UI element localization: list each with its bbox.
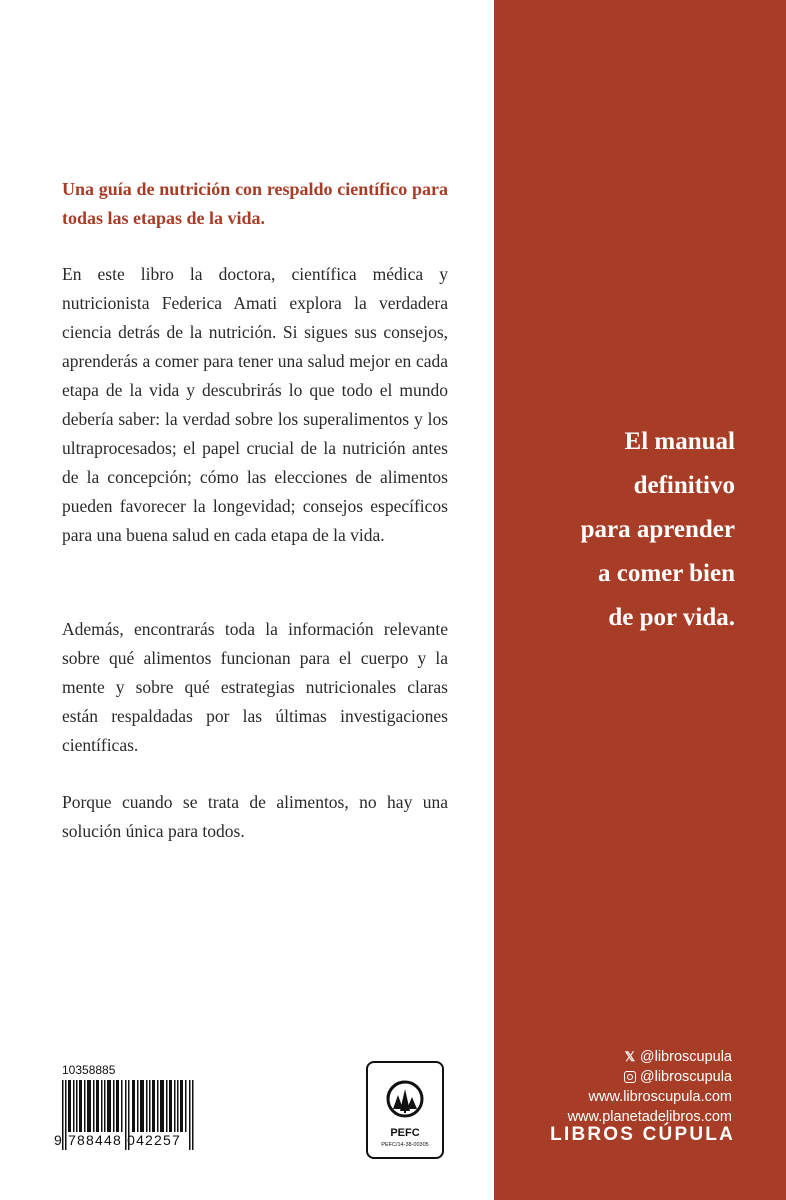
pefc-label: PEFC	[390, 1127, 420, 1139]
pefc-tree-icon	[368, 1063, 442, 1127]
publisher-brand-part-1: LIBROS	[550, 1124, 636, 1145]
tagline-line: de por vida.	[608, 604, 735, 631]
x-handle[interactable]: @libroscupula	[639, 1049, 732, 1065]
body-paragraph-1: En este libro la doctora, científica médica y nutricionista Federica Amati explora la verdadera ciencia detrás de la nutrición. Si sigues sus consejos, aprenderás a comer para tener una salud mejor en cada etapa de la vida y descubrirás lo que todo el mundo debería saber: la verdad sobre los superalimentos y los ultraprocesados; el papel crucial de la nutrición antes de la concepción; cómo las elecciones de alimentos pueden favorecer la longevidad; consejos específicos para una buena salud en cada etapa de la vida.	[62, 264, 448, 545]
website-1-text[interactable]: www.libroscupula.com	[588, 1089, 732, 1105]
publisher-logo	[550, 1124, 735, 1146]
x-logo-icon: 𝕏	[624, 1049, 636, 1064]
tagline-line: a comer bien	[597, 560, 735, 587]
pefc-certification-logo	[366, 1061, 444, 1159]
tagline-line: definitivo	[633, 472, 735, 499]
instagram-handle[interactable]: @libroscupula	[639, 1069, 732, 1085]
tagline-line: El manual	[624, 428, 735, 455]
social-instagram-row[interactable]	[568, 1067, 732, 1087]
tagline-line: para aprender	[580, 516, 735, 543]
body-paragraph-3: Porque cuando se trata de alimentos, no hay una solución única para todos.	[62, 792, 448, 841]
isbn-number: 9 788448 042257	[54, 1132, 181, 1148]
website-link-1[interactable]	[568, 1087, 732, 1107]
body-paragraph-2: Además, encontrarás toda la información relevante sobre qué alimentos funcionan para el cuerpo y la mente y sobre qué estrategias nutricionales claras están respaldadas por las últimas investigaciones científicas.	[62, 619, 448, 755]
barcode-code: 10358885	[62, 1063, 116, 1077]
pefc-certificate-code: PEFC/14-38-00305	[381, 1142, 429, 1148]
social-x-row[interactable]	[568, 1047, 732, 1067]
publisher-brand-part-2: CÚPULA	[642, 1124, 735, 1145]
intro-heading: Una guía de nutrición con respaldo científico para todas las etapas de la vida.	[62, 179, 448, 228]
social-links	[568, 1047, 732, 1127]
instagram-icon	[624, 1071, 636, 1083]
tagline	[520, 420, 735, 640]
website-2-text[interactable]: www.planetadelibros.com	[567, 1109, 732, 1125]
